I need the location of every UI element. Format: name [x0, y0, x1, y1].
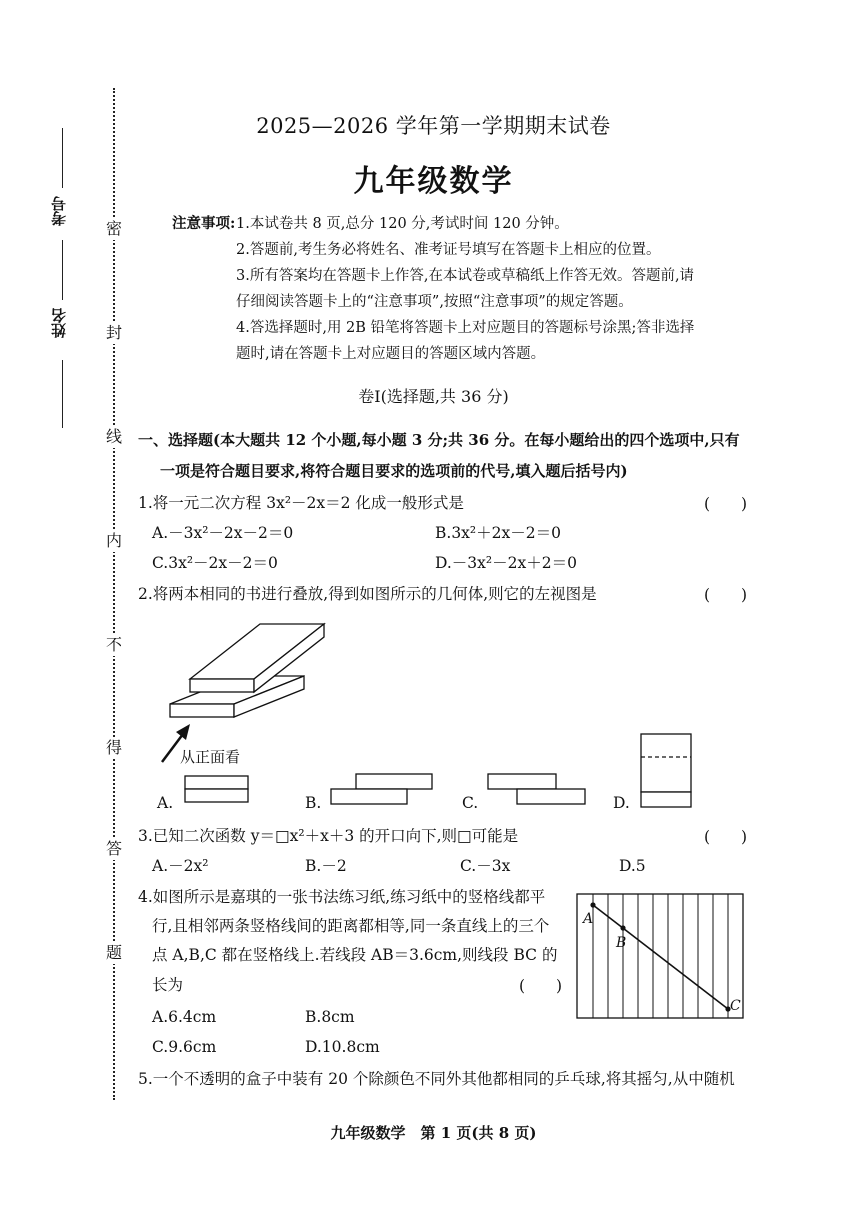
- page-footer: 九年级数学 第 1 页(共 8 页): [330, 1124, 537, 1142]
- q2-option-c-figure: [487, 773, 587, 807]
- seal-char: 题: [103, 942, 125, 964]
- kaohao-label: 考号: [50, 196, 68, 226]
- name-underline-top: [62, 240, 63, 300]
- q2-books-figure: [150, 614, 350, 764]
- q3-option-c: C.－3x: [460, 857, 511, 875]
- q2-option-c: C.: [462, 794, 479, 812]
- q4-stem: 长为: [152, 976, 184, 994]
- q4-option-c: C.9.6cm: [152, 1038, 217, 1056]
- q2-option-d-figure: [640, 733, 694, 809]
- q2-stem: 2.将两本相同的书进行叠放,得到如图所示的几何体,则它的左视图是: [138, 585, 597, 603]
- q4-point-c-label: C: [730, 998, 741, 1014]
- seal-char: 密: [103, 218, 125, 240]
- q4-option-b: B.8cm: [305, 1008, 355, 1026]
- name-label: 姓名: [50, 308, 68, 338]
- q1-stem: 1.将一元二次方程 3x²－2x＝2 化成一般形式是: [138, 494, 464, 512]
- seal-char: 封: [103, 322, 125, 344]
- notes-item: 2.答题前,考生务必将姓名、准考证号填写在答题卡上相应的位置。: [236, 242, 661, 258]
- q4-option-a: A.6.4cm: [152, 1008, 217, 1026]
- q2-option-a-figure: [184, 775, 250, 805]
- q3-option-a: A.－2x²: [152, 857, 209, 875]
- q4-answer-paren: ( ): [519, 977, 563, 995]
- seal-char: 不: [103, 634, 125, 656]
- q2-option-b-figure: [330, 773, 434, 807]
- q2-option-d: D.: [613, 794, 630, 812]
- q4-point-b-label: B: [616, 935, 627, 951]
- q2-option-b: B.: [305, 794, 322, 812]
- q1-option-a: A.－3x²－2x－2＝0: [152, 524, 294, 542]
- q4-point-a-label: A: [583, 911, 594, 927]
- q2-option-a: A.: [157, 794, 174, 812]
- q1-option-b: B.3x²＋2x－2＝0: [435, 524, 561, 542]
- q4-option-d: D.10.8cm: [305, 1038, 380, 1056]
- seal-char: 线: [103, 426, 125, 448]
- notes-item: 仔细阅读答题卡上的“注意事项”,按照“注意事项”的规定答题。: [236, 294, 633, 310]
- q3-option-b: B.－2: [305, 857, 347, 875]
- notes-label: 注意事项:: [172, 215, 236, 232]
- notes-item: 1.本试卷共 8 页,总分 120 分,考试时间 120 分钟。: [236, 216, 569, 232]
- q3-answer-paren: ( ): [704, 828, 748, 846]
- q2-answer-paren: ( ): [704, 586, 748, 604]
- section-title: 卷Ⅰ(选择题,共 36 分): [358, 387, 509, 406]
- q3-option-d: D.5: [619, 857, 646, 875]
- seal-char: 答: [103, 838, 125, 860]
- q1-option-d: D.－3x²－2x＋2＝0: [435, 554, 577, 572]
- seal-char: 内: [103, 530, 125, 552]
- q1-answer-paren: ( ): [704, 495, 748, 513]
- notes-item: 3.所有答案均在答题卡上作答,在本试卷或草稿纸上作答无效。答题前,请: [236, 268, 695, 284]
- notes-item: 题时,请在答题卡上对应题目的答题区域内答题。: [236, 346, 546, 362]
- q4-practice-paper-figure: [576, 893, 746, 1021]
- exam-title: 2025—2026 学年第一学期期末试卷: [256, 114, 611, 138]
- q3-stem: 3.已知二次函数 y＝□x²＋x＋3 的开口向下,则□可能是: [138, 827, 519, 845]
- q4-stem: 行,且相邻两条竖格线间的距离都相等,同一条直线上的三个: [152, 917, 550, 935]
- section-instruction: 一项是符合题目要求,将符合题目要求的选项前的代号,填入题后括号内): [160, 462, 628, 480]
- q1-option-c: C.3x²－2x－2＝0: [152, 554, 278, 572]
- q5-stem: 5.一个不透明的盒子中装有 20 个除颜色不同外其他都相同的乒乓球,将其摇匀,从中随机: [138, 1070, 735, 1088]
- q4-stem: 点 A,B,C 都在竖格线上.若线段 AB＝3.6cm,则线段 BC 的: [152, 946, 558, 964]
- section-instruction: 一、选择题(本大题共 12 个小题,每小题 3 分;共 36 分。在每小题给出的四个选项中,只有: [138, 431, 740, 449]
- q4-stem: 4.如图所示是嘉琪的一张书法练习纸,练习纸中的竖格线都平: [138, 888, 546, 906]
- q2-front-view-label: 从正面看: [180, 748, 241, 766]
- notes-item: 4.答选择题时,用 2B 铅笔将答题卡上对应题目的答题标号涂黑;答非选择: [236, 320, 695, 336]
- subject-title: 九年级数学: [353, 164, 514, 199]
- seal-char: 得: [103, 737, 125, 759]
